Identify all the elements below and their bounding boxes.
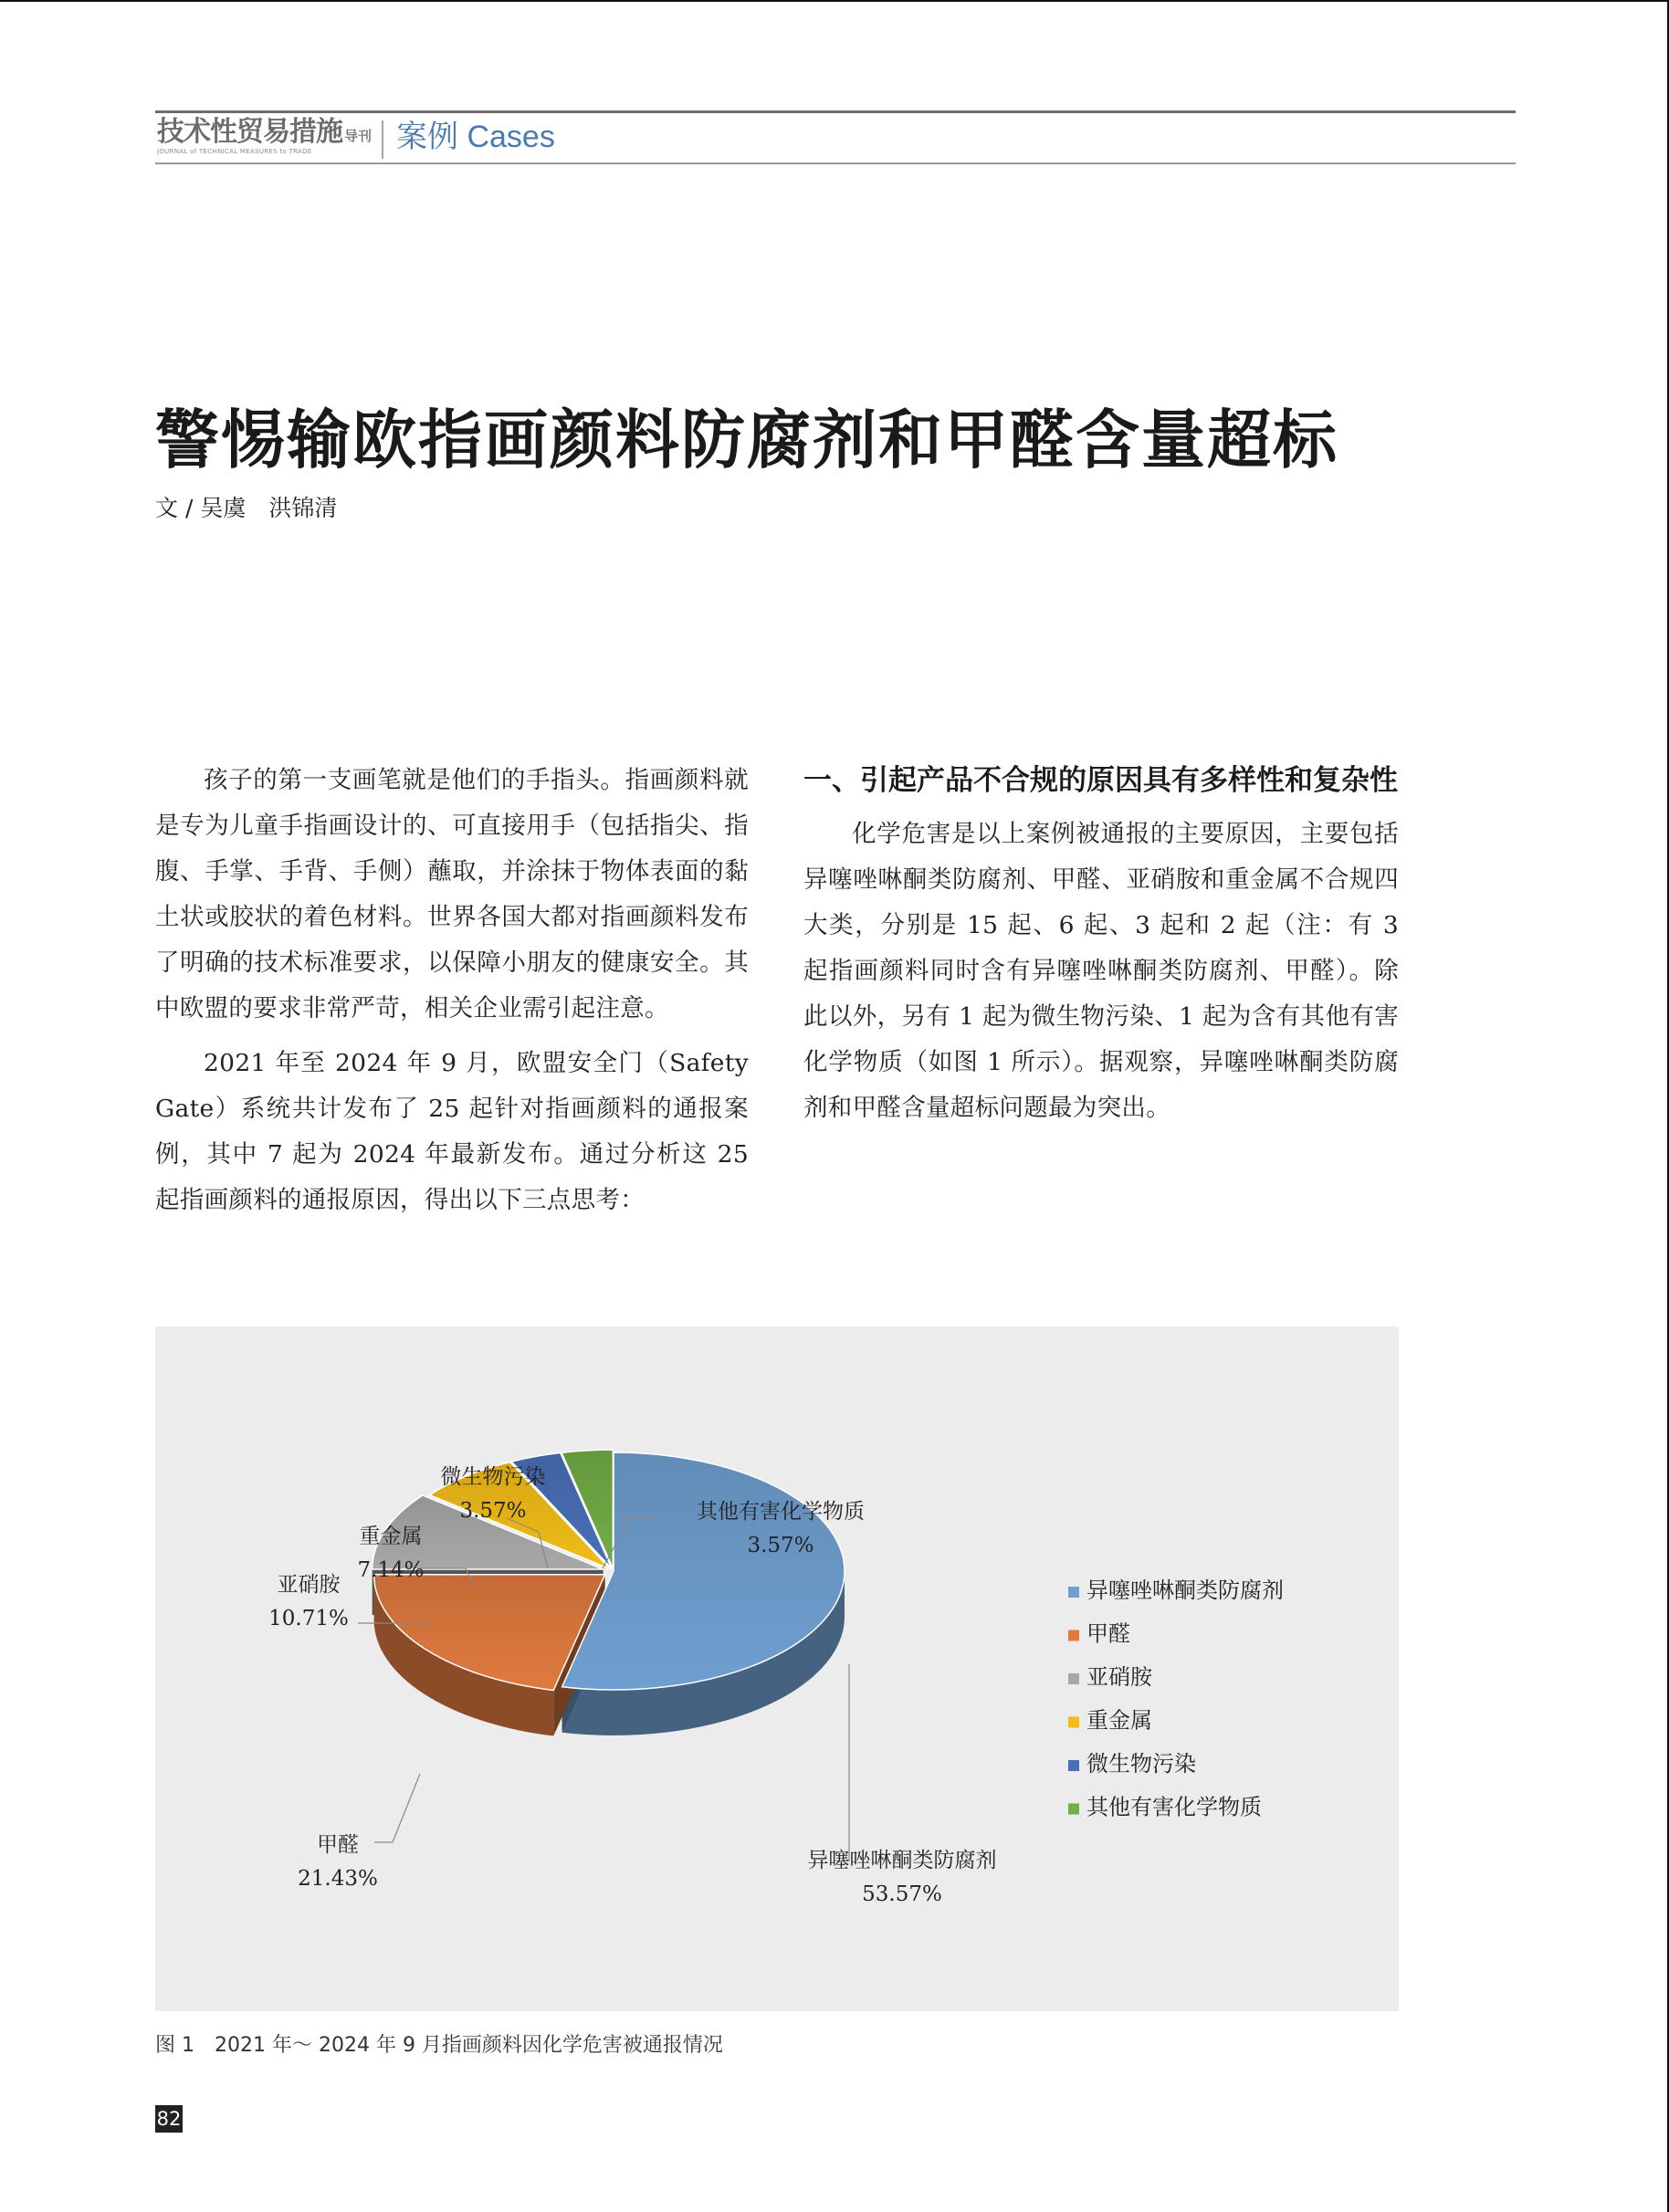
slice-value-label: 21.43% [298, 1867, 378, 1891]
slice-value-label: 53.57% [862, 1882, 942, 1906]
legend-label: 异噻唑啉酮类防腐剂 [1086, 1578, 1284, 1603]
page-border-top [0, 0, 1667, 2]
legend-swatch [1068, 1673, 1079, 1684]
journal-name: 技术性贸易措施 [157, 116, 342, 148]
paragraph: 化学危害是以上案例被通报的主要原因，主要包括异噻唑啉酮类防腐剂、甲醛、亚硝胺和重金属不合规四大类，分别是 15 起、6 起、3 起和 2 起（注：有 3 起指画颜料同时含有异噻唑啉酮类防腐剂、甲醛）。除此以外，另有 1 起为微生物污染、1 起为含有其他有害化学物质（如图 1 所示）。据观察，异噻唑啉酮类防腐剂和甲醛含量超标问题最为突出。 [803, 820, 1399, 1122]
callout-line [374, 1774, 420, 1842]
slice-label: 其他有害化学物质 [697, 1500, 865, 1524]
slice-label: 重金属 [359, 1525, 423, 1548]
section-label: 案例 Cases [396, 120, 555, 154]
legend-swatch [1068, 1760, 1079, 1771]
paragraph: 2021 年至 2024 年 9 月，欧盟安全门（Safety Gate）系统共计发布了 25 起针对指画颜料的通报案例，其中 7 起为 2024 年最新发布。通过分析这 25 起指画颜料的通报原因，得出以下三点思考： [155, 1049, 749, 1214]
paragraph: 孩子的第一支画笔就是他们的手指头。指画颜料就是专为儿童手指画设计的、可直接用手（包括指尖、指腹、手掌、手背、手侧）蘸取，并涂抹于物体表面的黏土状或胶状的着色材料。世界各国大都对指画颜料发布了明确的技术标准要求，以保障小朋友的健康安全。其中欧盟的要求非常严苛，相关企业需引起注意。 [155, 766, 749, 1022]
legend-label: 微生物污染 [1086, 1751, 1196, 1777]
legend-label: 重金属 [1086, 1707, 1152, 1734]
slice-label: 异噻唑啉酮类防腐剂 [807, 1849, 997, 1872]
legend-swatch [1068, 1717, 1079, 1728]
legend-swatch [1068, 1587, 1079, 1598]
slice-value-label: 3.57% [459, 1499, 527, 1523]
figure-panel [155, 1326, 1399, 2011]
legend-swatch [1068, 1630, 1079, 1641]
slice-value-label: 10.71% [268, 1607, 349, 1630]
article-byline: 文 / 吴虞 洪锦清 [155, 495, 338, 521]
callout-line [842, 1664, 849, 1861]
left-column [155, 758, 749, 1232]
journal-logo [157, 117, 376, 161]
right-column [803, 758, 1399, 1140]
legend-label: 其他有害化学物质 [1086, 1794, 1262, 1820]
legend-label: 甲醛 [1086, 1620, 1130, 1647]
slice-value-label: 3.57% [747, 1534, 814, 1557]
header-rule-bottom [155, 162, 1516, 164]
figure-caption: 图 1 2021 年～ 2024 年 9 月指画颜料因化学危害被通报情况 [155, 2034, 723, 2057]
journal-subtitle: JOURNAL of TECHNICAL MEASURES to TRADE [157, 148, 312, 155]
legend-swatch [1068, 1804, 1079, 1815]
slice-value-label: 7.14% [357, 1558, 425, 1582]
slice-label: 微生物污染 [440, 1465, 546, 1489]
journal-tag: 导刊 [344, 128, 373, 144]
header-separator [382, 121, 383, 159]
legend-label: 亚硝胺 [1086, 1664, 1152, 1690]
header-rule-top [155, 110, 1516, 113]
slice-label: 甲醛 [317, 1833, 359, 1857]
section-heading: 一、引起产品不合规的原因具有多样性和复杂性 [803, 764, 1398, 797]
page-number: 82 [155, 2105, 183, 2133]
article-title: 警惕输欧指画颜料防腐剂和甲醛含量超标 [155, 403, 1338, 477]
pie-chart [155, 1326, 1399, 2011]
slice-label: 亚硝胺 [277, 1573, 341, 1597]
